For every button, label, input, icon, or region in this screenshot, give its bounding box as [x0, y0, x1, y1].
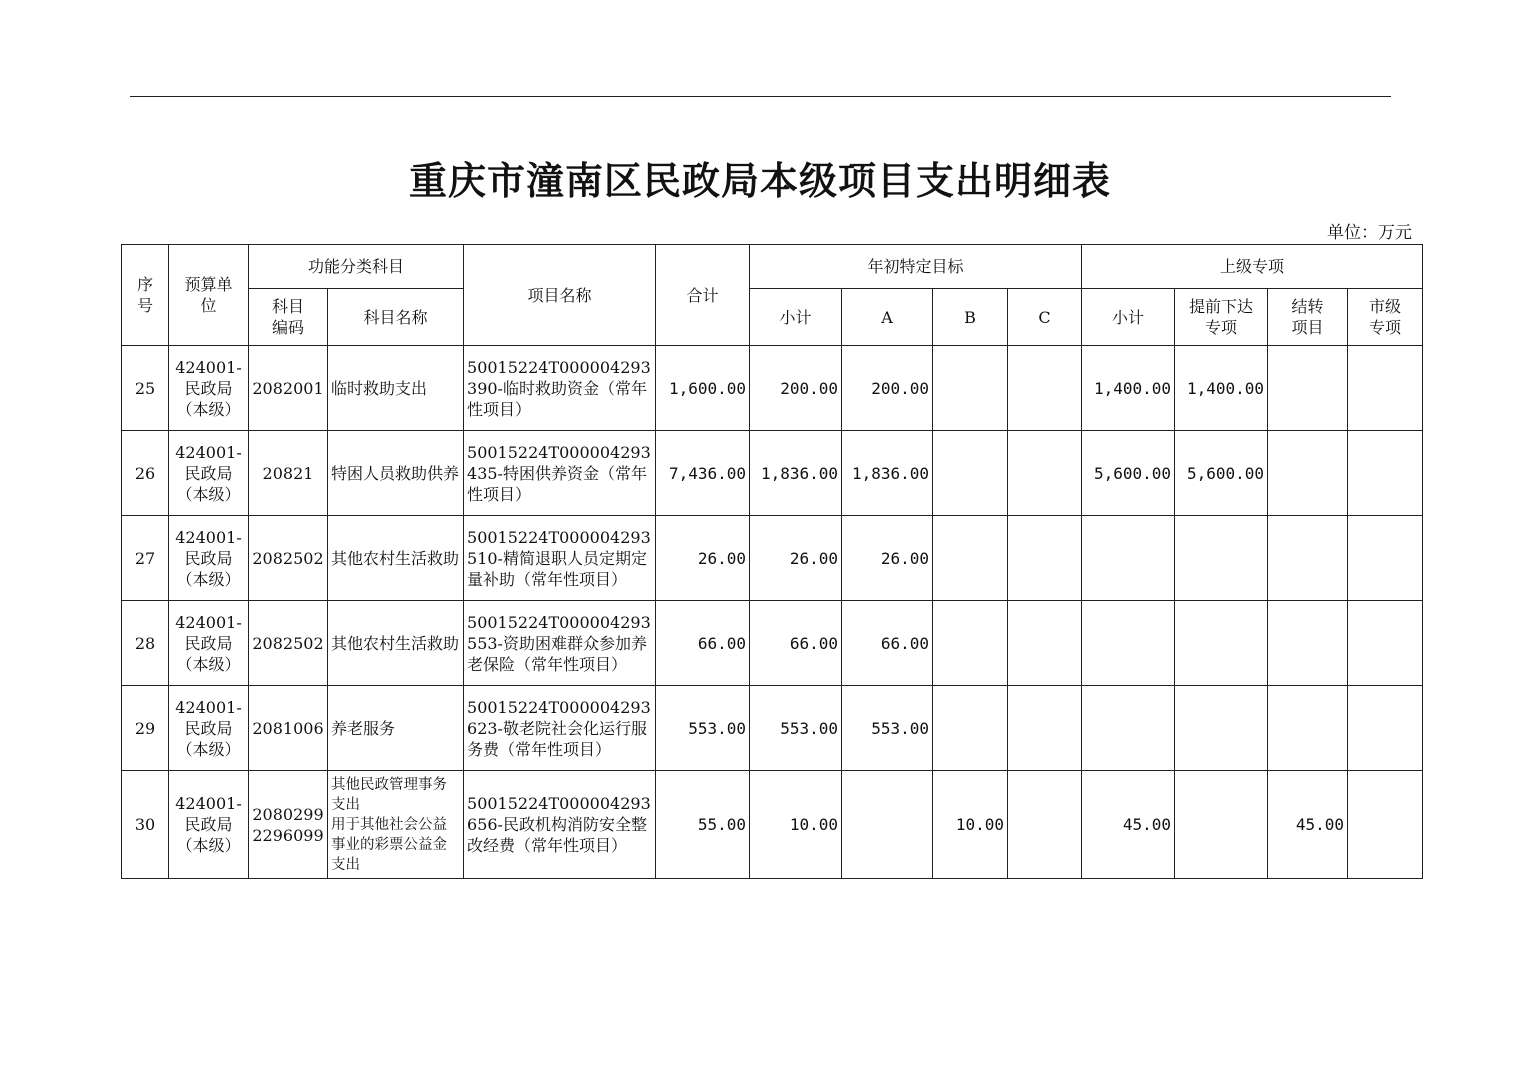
- header-func-class: 功能分类科目: [249, 245, 464, 289]
- cell-project-name: 50015224T000004293553-资助困难群众参加养老保险（常年性项目）: [464, 601, 656, 686]
- unit-label: 单位：万元: [1327, 223, 1412, 243]
- cell-c: [1008, 516, 1082, 601]
- header-municipal: 市级专项: [1348, 289, 1423, 346]
- cell-c: [1008, 431, 1082, 516]
- cell-subject-code: 2082502: [249, 601, 328, 686]
- cell-subject-code: 20821: [249, 431, 328, 516]
- table-row: [122, 686, 1423, 771]
- cell-subject-code: 2082001: [249, 346, 328, 431]
- header-total: 合计: [656, 245, 750, 346]
- cell-total: 26.00: [656, 516, 750, 601]
- cell-c: [1008, 686, 1082, 771]
- cell-seq: 28: [122, 601, 169, 686]
- cell-municipal: [1348, 431, 1423, 516]
- header-project-name: 项目名称: [464, 245, 656, 346]
- cell-subtotal: 200.00: [750, 346, 842, 431]
- cell-subject-name: 特困人员救助供养: [328, 431, 464, 516]
- cell-sup-subtotal: 1,400.00: [1082, 346, 1175, 431]
- cell-b: [933, 601, 1008, 686]
- cell-project-name: 50015224T000004293623-敬老院社会化运行服务费（常年性项目）: [464, 686, 656, 771]
- cell-budget-unit: 424001- 民政局 （本级）: [169, 346, 249, 431]
- header-budget-unit: 预算单位: [169, 245, 249, 346]
- table-row: [122, 346, 1423, 431]
- header-initial-target: 年初特定目标: [750, 245, 1082, 289]
- cell-advance: [1175, 601, 1268, 686]
- cell-municipal: [1348, 346, 1423, 431]
- header-sup-subtotal: 小计: [1082, 289, 1175, 346]
- cell-b: [933, 431, 1008, 516]
- cell-project-name: 50015224T000004293435-特困供养资金（常年性项目）: [464, 431, 656, 516]
- cell-sup-subtotal: [1082, 516, 1175, 601]
- cell-municipal: [1348, 771, 1423, 879]
- header-advance: 提前下达专项: [1175, 289, 1268, 346]
- cell-sup-subtotal: 5,600.00: [1082, 431, 1175, 516]
- cell-advance: [1175, 771, 1268, 879]
- header-subject-name: 科目名称: [328, 289, 464, 346]
- cell-a: 26.00: [842, 516, 933, 601]
- cell-seq: 30: [122, 771, 169, 879]
- cell-municipal: [1348, 601, 1423, 686]
- cell-municipal: [1348, 686, 1423, 771]
- cell-subject-name: 养老服务: [328, 686, 464, 771]
- table-row: [122, 771, 1423, 879]
- page-title: 重庆市潼南区民政局本级项目支出明细表: [408, 158, 1111, 203]
- expenditure-table: [121, 244, 1423, 879]
- cell-subject-code: 2082502: [249, 516, 328, 601]
- cell-total: 553.00: [656, 686, 750, 771]
- cell-a: [842, 771, 933, 879]
- top-rule: [130, 96, 1391, 97]
- header-b: B: [933, 289, 1008, 346]
- cell-project-name: 50015224T000004293656-民政机构消防安全整改经费（常年性项目）: [464, 771, 656, 879]
- cell-subject-name: 其他农村生活救助: [328, 516, 464, 601]
- cell-subject-name: 其他民政管理事务支出 用于其他社会公益事业的彩票公益金支出: [328, 771, 464, 879]
- cell-total: 7,436.00: [656, 431, 750, 516]
- cell-b: 10.00: [933, 771, 1008, 879]
- cell-budget-unit: 424001- 民政局 （本级）: [169, 686, 249, 771]
- cell-budget-unit: 424001- 民政局 （本级）: [169, 771, 249, 879]
- header-carryover: 结转项目: [1268, 289, 1348, 346]
- cell-carryover: [1268, 601, 1348, 686]
- cell-budget-unit: 424001- 民政局 （本级）: [169, 516, 249, 601]
- cell-seq: 27: [122, 516, 169, 601]
- cell-project-name: 50015224T000004293390-临时救助资金（常年性项目）: [464, 346, 656, 431]
- header-c: C: [1008, 289, 1082, 346]
- cell-sup-subtotal: 45.00: [1082, 771, 1175, 879]
- cell-carryover: [1268, 346, 1348, 431]
- cell-c: [1008, 771, 1082, 879]
- cell-advance: 1,400.00: [1175, 346, 1268, 431]
- cell-subtotal: 553.00: [750, 686, 842, 771]
- cell-carryover: [1268, 431, 1348, 516]
- cell-seq: 26: [122, 431, 169, 516]
- header-seq: 序号: [122, 245, 169, 346]
- cell-subject-name: 其他农村生活救助: [328, 601, 464, 686]
- cell-seq: 29: [122, 686, 169, 771]
- cell-subject-code: 2080299 2296099: [249, 771, 328, 879]
- cell-a: 200.00: [842, 346, 933, 431]
- cell-subtotal: 10.00: [750, 771, 842, 879]
- cell-carryover: [1268, 516, 1348, 601]
- cell-b: [933, 346, 1008, 431]
- table-row: [122, 431, 1423, 516]
- cell-project-name: 50015224T000004293510-精简退职人员定期定量补助（常年性项目）: [464, 516, 656, 601]
- cell-a: 66.00: [842, 601, 933, 686]
- cell-advance: 5,600.00: [1175, 431, 1268, 516]
- cell-a: 1,836.00: [842, 431, 933, 516]
- cell-carryover: 45.00: [1268, 771, 1348, 879]
- cell-carryover: [1268, 686, 1348, 771]
- table-row: [122, 516, 1423, 601]
- cell-municipal: [1348, 516, 1423, 601]
- cell-subtotal: 1,836.00: [750, 431, 842, 516]
- cell-subtotal: 26.00: [750, 516, 842, 601]
- header-a: A: [842, 289, 933, 346]
- cell-subject-name: 临时救助支出: [328, 346, 464, 431]
- cell-a: 553.00: [842, 686, 933, 771]
- header-superior-special: 上级专项: [1082, 245, 1423, 289]
- cell-seq: 25: [122, 346, 169, 431]
- header-subtotal: 小计: [750, 289, 842, 346]
- cell-total: 1,600.00: [656, 346, 750, 431]
- cell-sup-subtotal: [1082, 686, 1175, 771]
- cell-total: 55.00: [656, 771, 750, 879]
- cell-c: [1008, 346, 1082, 431]
- cell-c: [1008, 601, 1082, 686]
- cell-b: [933, 516, 1008, 601]
- cell-subtotal: 66.00: [750, 601, 842, 686]
- cell-budget-unit: 424001- 民政局 （本级）: [169, 431, 249, 516]
- cell-advance: [1175, 516, 1268, 601]
- header-subject-code: 科目编码: [249, 289, 328, 346]
- cell-total: 66.00: [656, 601, 750, 686]
- cell-advance: [1175, 686, 1268, 771]
- cell-sup-subtotal: [1082, 601, 1175, 686]
- table-row: [122, 601, 1423, 686]
- cell-b: [933, 686, 1008, 771]
- cell-budget-unit: 424001- 民政局 （本级）: [169, 601, 249, 686]
- cell-subject-code: 2081006: [249, 686, 328, 771]
